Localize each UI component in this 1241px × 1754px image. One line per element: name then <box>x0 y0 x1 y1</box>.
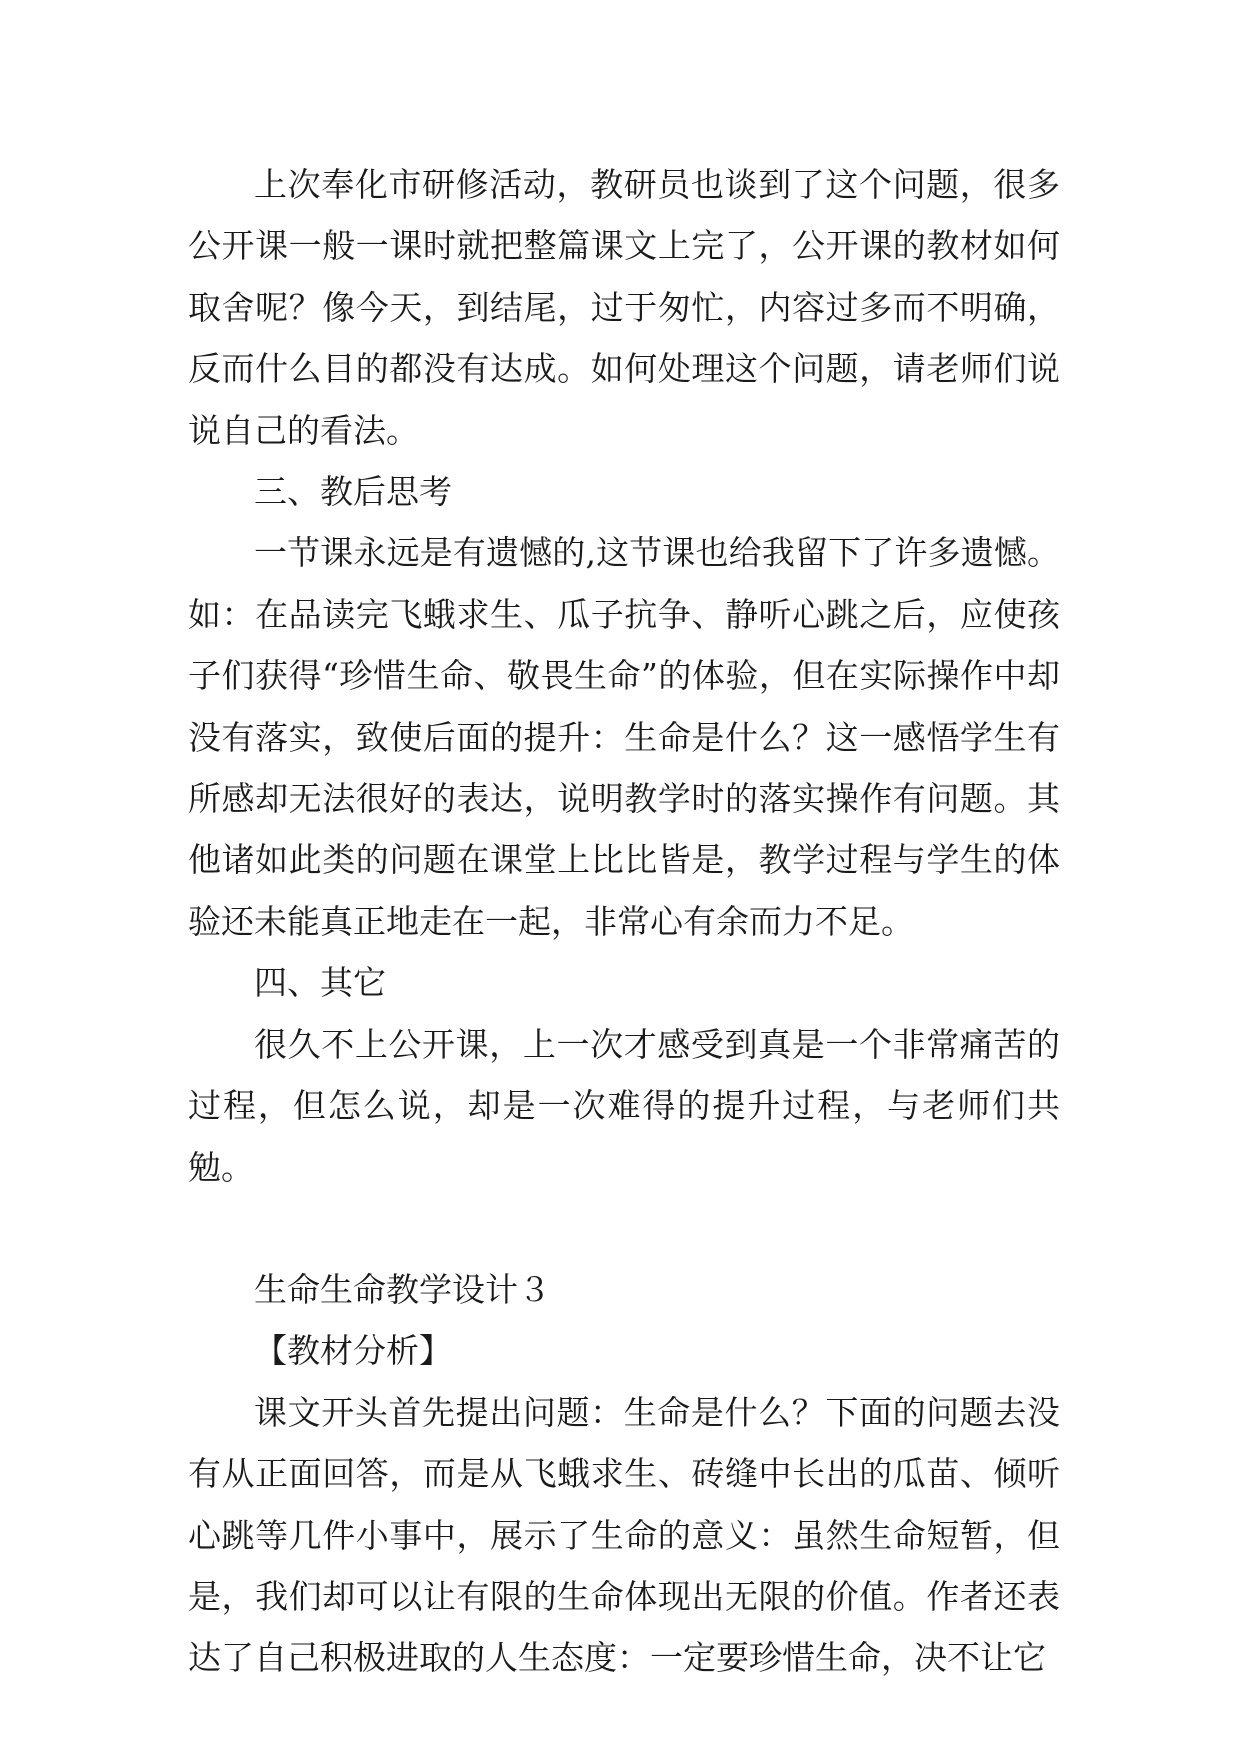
paragraph-material-analysis: 课文开头首先提出问题：生命是什么？下面的问题去没有从正面回答，而是从飞蛾求生、砖缝中长出的瓜苗、倾听心跳等几件小事中，展示了生命的意义：虽然生命短暂，但是，我们却可以让有限的生命体现出无限的价值。作者还表达了自己积极进取的人生态度：一定要珍惜生命，决不让它 <box>188 1392 1060 1678</box>
paragraph-closing: 很久不上公开课，上一次才感受到真是一个非常痛苦的过程，但怎么说，却是一次难得的提升过程，与老师们共勉。 <box>188 1024 1060 1187</box>
heading-other: 四、其它 <box>254 963 386 1003</box>
subheading-material-analysis: 【教材分析】 <box>254 1331 452 1371</box>
heading-reflection: 三、教后思考 <box>254 472 452 512</box>
section-spacer <box>188 1198 1060 1259</box>
paragraph-regrets: 一节课永远是有遗憾的,这节课也给我留下了许多遗憾。如：在品读完飞蛾求生、瓜子抗争、静听心跳之后，应使孩子们获得“珍惜生命、敬畏生命”的体验，但在实际操作中却没有落实，致使后面的提升：生命是什么？这一感悟学生有所感却无法很好的表达，说明教学时的落实操作有问题。其他诸如此类的问题在课堂上比比皆是，教学过程与学生的体验还未能真正地走在一起，非常心有余而力不足。 <box>188 533 1060 941</box>
paragraph-research-activity: 上次奉化市研修活动，教研员也谈到了这个问题，很多公开课一般一课时就把整篇课文上完了，公开课的教材如何取舍呢？像今天，到结尾，过于匆忙，内容过多而不明确，反而什么目的都没有达成。如何处理这个问题，请老师们说说自己的看法。 <box>188 165 1060 450</box>
section-title: 生命生命教学设计３ <box>254 1269 551 1309</box>
document-body <box>188 154 1060 1689</box>
